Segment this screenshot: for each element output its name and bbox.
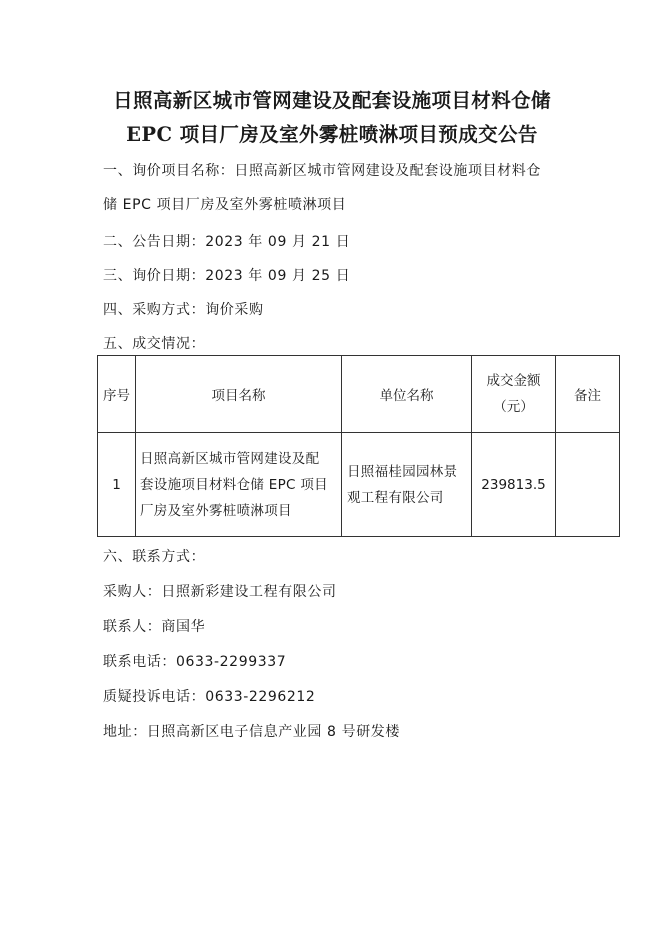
method-label: 四、采购方式： [103, 302, 206, 318]
cell-amount: 239813.5 [472, 433, 556, 537]
header-remark: 备注 [556, 356, 620, 433]
header-project: 项目名称 [136, 356, 342, 433]
address: 地址：日照高新区电子信息产业园 8 号研发楼 [103, 724, 401, 740]
contact-label: 六、联系方式： [103, 549, 206, 565]
deal-label: 五、成交情况： [103, 336, 206, 352]
header-amount-line2: （元） [493, 399, 534, 415]
title-line-2: EPC 项目厂房及室外雾桩喷淋项目预成交公告 [126, 123, 538, 146]
header-amount-line1: 成交金额 [486, 373, 541, 389]
project-name-row [103, 160, 541, 180]
table-header-row [98, 356, 620, 433]
header-seq: 序号 [98, 356, 136, 433]
announce-date-value: 2023 年 09 月 21 日 [205, 234, 351, 250]
complaint-phone: 质疑投诉电话：0633-2296212 [103, 689, 316, 705]
cell-project-line2: 套设施项目材料仓储 EPC 项目 [140, 476, 328, 493]
cell-project-line1: 日照高新区城市管网建设及配 [140, 450, 320, 467]
announce-date-label: 二、公告日期： [103, 234, 206, 250]
header-amount [472, 356, 556, 433]
title-line-1: 日照高新区城市管网建设及配套设施项目材料仓储 [113, 89, 551, 112]
cell-unit-line2: 观工程有限公司 [347, 489, 444, 506]
inquiry-date-value: 2023 年 09 月 25 日 [205, 268, 351, 284]
announce-date-row [103, 231, 350, 251]
cell-seq: 1 [98, 433, 136, 537]
cell-unit-line1: 日照福桂园园林景 [347, 463, 458, 480]
cell-project-line3: 厂房及室外雾桩喷淋项目 [140, 502, 292, 519]
deal-table [97, 355, 620, 537]
cell-unit [342, 433, 472, 537]
cell-project [136, 433, 342, 537]
purchaser: 采购人：日照新彩建设工程有限公司 [103, 584, 337, 600]
header-unit: 单位名称 [342, 356, 472, 433]
project-name-value: 日照高新区城市管网建设及配套设施项目材料仓 [234, 163, 542, 179]
method-value: 询价采购 [205, 302, 264, 318]
cell-remark [556, 433, 620, 537]
inquiry-date-label: 三、询价日期： [103, 268, 206, 284]
inquiry-date-row [103, 265, 350, 285]
contact-phone: 联系电话：0633-2299337 [103, 654, 287, 670]
project-name-value-cont: 储 EPC 项目厂房及室外雾桩喷淋项目 [103, 197, 347, 213]
project-name-label: 一、询价项目名称： [103, 163, 235, 179]
table-row [98, 433, 620, 537]
contact-person: 联系人：商国华 [103, 619, 206, 635]
method-row [103, 299, 264, 319]
